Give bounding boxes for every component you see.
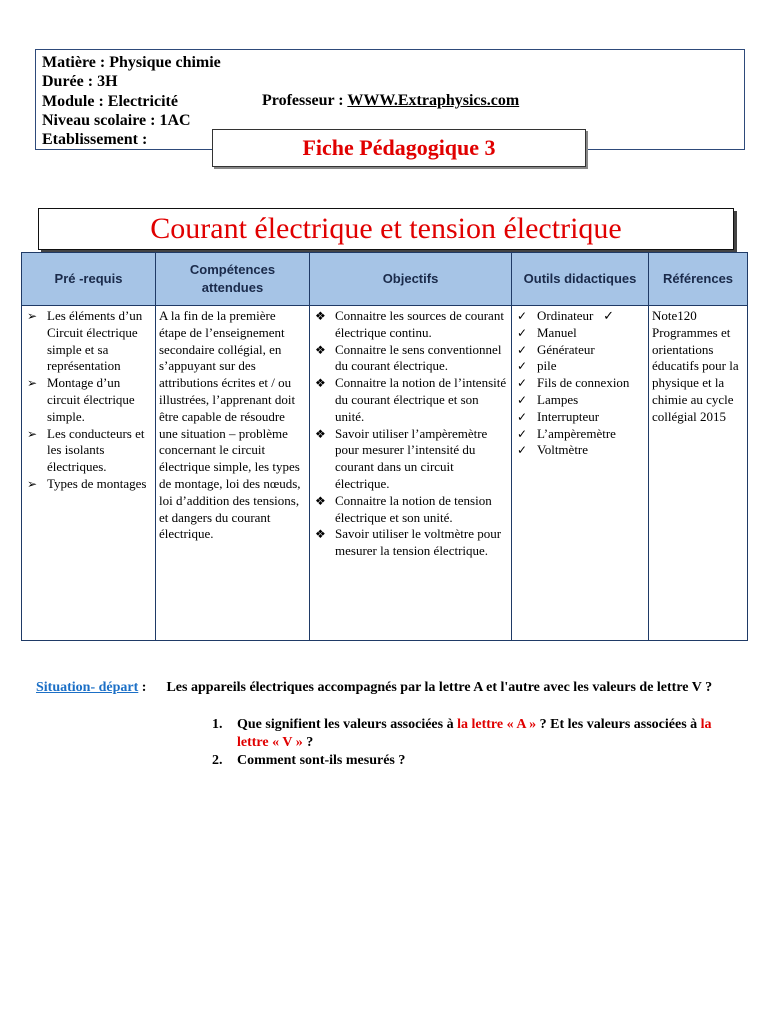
professeur-label: Professeur : [262,92,348,109]
check-icon: ✓ [517,443,528,458]
arrow-bullet-icon: ➢ [27,376,38,391]
arrow-bullet-icon: ➢ [27,309,38,323]
list-item: ❖ Connaitre la notion de l’intensité du courant électrique et son unité. [315,375,507,424]
pedagogical-table [21,252,748,641]
list-item: ✓ Interrupteur [517,408,600,424]
duree-line: Durée : 3H [42,73,118,90]
cell-outils [512,306,649,641]
header-competences: Compétences attendues [156,253,310,306]
list-item: ✓ Fils de connexion [517,375,630,391]
check-icon: ✓ [517,392,528,407]
list-item: ➢ Types de montages [27,475,147,491]
diamond-bullet-icon: ❖ [315,309,326,323]
list-item: ✓ L’ampèremètre [517,425,616,441]
main-title: Courant électrique et tension électrique [38,208,734,250]
arrow-bullet-icon: ➢ [27,426,38,441]
header-prerequis: Pré -requis [22,253,156,306]
diamond-bullet-icon: ❖ [315,493,326,508]
arrow-bullet-icon: ➢ [27,476,38,491]
outils-list [515,308,645,459]
list-item: ❖ Connaitre le sens conventionnel du courant électrique. [315,341,502,374]
cell-competences: A la fin de la première étape de l’enseignement secondaire collégial, en s’appuyant sur des attributions écrites et / ou illustrées, l’apprenant doit être capable de résoudre une situation – problème concernant le circuit électrique simple, les types de montage, loi des nœuds, loi d’addition des tensions, et dangers du courant électrique. [156,306,310,641]
etablissement-line: Etablissement : [42,131,148,148]
cell-references: Note120 Programmes et orientations éducatifs pour la physique et la chimie au cycle collégial 2015 [649,306,748,641]
check-icon: ✓ [517,409,528,424]
cell-objectifs [310,306,512,641]
list-item: ➢ Les conducteurs et les isolants électriques. [27,425,145,475]
header-references: Références [649,253,748,306]
list-item: ➢ Les éléments d’un Circuit électrique simple et sa représentation [27,308,143,374]
header-objectifs: Objectifs [310,253,512,306]
list-item: ❖ Savoir utiliser le voltmètre pour mesurer la tension électrique. [315,526,502,559]
list-item: ✓ Manuel [517,324,577,340]
situation-label: Situation- départ [36,680,139,695]
fiche-title: Fiche Pédagogique 3 [212,129,586,167]
niveau-line: Niveau scolaire : 1AC [42,112,191,129]
list-item: ❖ Savoir utiliser l’ampèremètre pour mesurer l’intensité du courant dans un circuit électrique. [315,425,488,491]
list-item: ❖ Connaitre la notion de tension électrique et son unité. [315,492,492,525]
situation-depart [36,679,736,697]
header-outils: Outils didactiques [512,253,649,306]
cell-prerequis [22,306,156,641]
situation-text: Les appareils électriques accompagnés par la lettre A et l'autre avec les valeurs de lettre V ? [166,680,713,695]
question-item: 2. Comment sont-ils mesurés ? [212,753,406,768]
list-item: ✓ pile [517,358,557,374]
diamond-bullet-icon: ❖ [315,342,326,357]
module-line: Module : Electricité [42,93,178,110]
diamond-bullet-icon: ❖ [315,527,326,542]
questions-list [212,716,732,770]
diamond-bullet-icon: ❖ [315,376,326,391]
situation-colon: : [138,680,147,695]
list-item: ✓ Lampes [517,391,579,407]
list-item: ❖ Connaitre les sources de courant électrique continu. [315,308,504,340]
list-item: ✓ Générateur [517,341,595,357]
professeur-url[interactable]: WWW.Extraphysics.com [347,92,520,109]
check-icon: ✓ [517,309,528,323]
check-icon: ✓ [596,308,614,323]
check-icon: ✓ [517,376,528,391]
prerequis-list [25,308,152,493]
list-item: ✓ Voltmètre [517,442,589,458]
list-item: ✓ Ordinateur ✓ [517,308,614,323]
list-item: ➢ Montage d’un circuit électrique simple. [27,375,135,424]
check-icon: ✓ [517,342,528,357]
objectifs-list [313,308,508,560]
question-item: 1. Que signifient les valeurs associées à la lettre « A » ? Et les valeurs associées à la lettre « V » ? [212,717,712,750]
check-icon: ✓ [517,359,528,374]
check-icon: ✓ [517,426,528,441]
professeur-line [262,92,519,110]
diamond-bullet-icon: ❖ [315,426,326,441]
check-icon: ✓ [517,325,528,340]
matiere-line: Matière : Physique chimie [42,54,221,71]
